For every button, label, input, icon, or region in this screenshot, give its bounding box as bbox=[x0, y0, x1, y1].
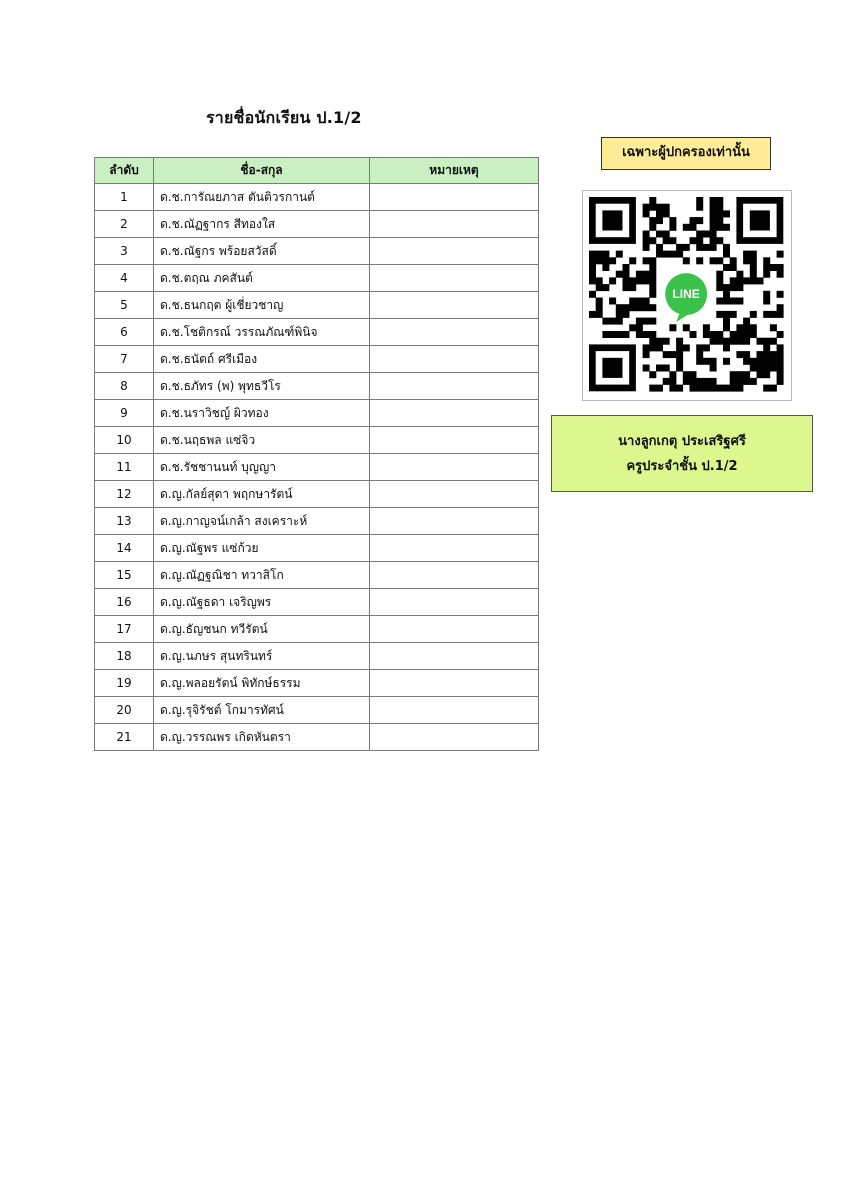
teacher-role: ครูประจำชั้น ป.1/2 bbox=[626, 459, 738, 474]
student-name: ด.ช.นฤธพล แซ่จิว bbox=[154, 427, 370, 454]
row-note bbox=[370, 373, 539, 400]
qr-code-image bbox=[583, 191, 791, 400]
row-number: 1 bbox=[95, 184, 154, 211]
table-row bbox=[95, 562, 539, 589]
column-header-name: ชื่อ-สกุล bbox=[154, 158, 370, 184]
table-row bbox=[95, 670, 539, 697]
table-row bbox=[95, 535, 539, 562]
row-number: 2 bbox=[95, 211, 154, 238]
student-name: ด.ช.ณัฏฐากร สีทองใส bbox=[154, 211, 370, 238]
table-row bbox=[95, 454, 539, 481]
row-note bbox=[370, 211, 539, 238]
row-note bbox=[370, 562, 539, 589]
row-note bbox=[370, 319, 539, 346]
table-row bbox=[95, 589, 539, 616]
row-note bbox=[370, 535, 539, 562]
row-number: 7 bbox=[95, 346, 154, 373]
student-name: ด.ญ.ธัญชนก ทวีรัตน์ bbox=[154, 616, 370, 643]
table-row bbox=[95, 292, 539, 319]
teacher-name: นางลูกเกตุ ประเสริฐศรี bbox=[618, 434, 746, 449]
row-note bbox=[370, 670, 539, 697]
row-number: 17 bbox=[95, 616, 154, 643]
student-name: ด.ญ.กาญจน์เกล้า สงเคราะห์ bbox=[154, 508, 370, 535]
table-row bbox=[95, 238, 539, 265]
student-name: ด.ช.ณัฐกร พร้อยสวัสดิ์ bbox=[154, 238, 370, 265]
student-name: ด.ช.รัชชานนท์ บุญญา bbox=[154, 454, 370, 481]
student-name: ด.ช.ธนกฤต ผู้เชี่ยวชาญ bbox=[154, 292, 370, 319]
row-note bbox=[370, 292, 539, 319]
row-note bbox=[370, 724, 539, 751]
row-note bbox=[370, 400, 539, 427]
teacher-info-box bbox=[551, 415, 813, 492]
line-qr-code[interactable] bbox=[582, 190, 792, 401]
row-note bbox=[370, 184, 539, 211]
row-number: 8 bbox=[95, 373, 154, 400]
column-header-number: ลำดับ bbox=[95, 158, 154, 184]
row-number: 20 bbox=[95, 697, 154, 724]
student-name: ด.ช.ธนัตถ์ ศรีเมือง bbox=[154, 346, 370, 373]
table-row bbox=[95, 346, 539, 373]
row-number: 18 bbox=[95, 643, 154, 670]
student-list-table bbox=[94, 157, 539, 751]
table-row bbox=[95, 265, 539, 292]
row-note bbox=[370, 697, 539, 724]
parents-only-badge: เฉพาะผู้ปกครองเท่านั้น bbox=[601, 137, 771, 170]
row-number: 15 bbox=[95, 562, 154, 589]
row-number: 21 bbox=[95, 724, 154, 751]
row-note bbox=[370, 481, 539, 508]
line-logo-icon bbox=[660, 268, 712, 322]
column-header-note: หมายเหตุ bbox=[370, 158, 539, 184]
row-number: 5 bbox=[95, 292, 154, 319]
row-number: 9 bbox=[95, 400, 154, 427]
row-note bbox=[370, 265, 539, 292]
row-number: 3 bbox=[95, 238, 154, 265]
table-row bbox=[95, 697, 539, 724]
student-name: ด.ญ.ณัฏฐณิชา ทวาสิโก bbox=[154, 562, 370, 589]
row-note bbox=[370, 643, 539, 670]
student-name: ด.ญ.ณัฐธดา เจริญพร bbox=[154, 589, 370, 616]
row-number: 4 bbox=[95, 265, 154, 292]
table-row bbox=[95, 184, 539, 211]
table-row bbox=[95, 643, 539, 670]
row-number: 12 bbox=[95, 481, 154, 508]
student-name: ด.ช.โชติกรณ์ วรรณภัณฑ์พินิจ bbox=[154, 319, 370, 346]
line-logo-text: LINE bbox=[672, 287, 700, 302]
row-note bbox=[370, 508, 539, 535]
row-number: 6 bbox=[95, 319, 154, 346]
page-title: รายชื่อนักเรียน ป.1/2 bbox=[206, 108, 362, 127]
row-note bbox=[370, 589, 539, 616]
table-row bbox=[95, 211, 539, 238]
row-number: 11 bbox=[95, 454, 154, 481]
student-name: ด.ญ.วรรณพร เกิดหันตรา bbox=[154, 724, 370, 751]
student-name: ด.ญ.นภษร สุนทรินทร์ bbox=[154, 643, 370, 670]
student-name: ด.ญ.รุจิรัชต์ โกมารทัศน์ bbox=[154, 697, 370, 724]
row-note bbox=[370, 616, 539, 643]
row-note bbox=[370, 427, 539, 454]
student-name: ด.ช.ตฤณ ภคสันต์ bbox=[154, 265, 370, 292]
row-number: 19 bbox=[95, 670, 154, 697]
student-name: ด.ญ.กัลย์สุดา พฤกษารัตน์ bbox=[154, 481, 370, 508]
table-row bbox=[95, 400, 539, 427]
row-note bbox=[370, 346, 539, 373]
student-name: ด.ช.ธภัทร (พ) พุทธวีโร bbox=[154, 373, 370, 400]
table-row bbox=[95, 508, 539, 535]
row-number: 10 bbox=[95, 427, 154, 454]
table-row bbox=[95, 481, 539, 508]
table-row bbox=[95, 427, 539, 454]
table-header-row bbox=[95, 158, 539, 184]
student-name: ด.ช.นราวิชญ์ ผิวทอง bbox=[154, 400, 370, 427]
row-number: 16 bbox=[95, 589, 154, 616]
table-row bbox=[95, 616, 539, 643]
table-row bbox=[95, 319, 539, 346]
student-name: ด.ญ.ณัฐพร แซ่ก้วย bbox=[154, 535, 370, 562]
student-name: ด.ญ.พลอยรัตน์ พิทักษ์ธรรม bbox=[154, 670, 370, 697]
row-number: 14 bbox=[95, 535, 154, 562]
row-number: 13 bbox=[95, 508, 154, 535]
student-name: ด.ช.การัณยภาส ตันติวรกานต์ bbox=[154, 184, 370, 211]
row-note bbox=[370, 454, 539, 481]
table-row bbox=[95, 724, 539, 751]
table-row bbox=[95, 373, 539, 400]
row-note bbox=[370, 238, 539, 265]
table-body bbox=[95, 184, 539, 751]
